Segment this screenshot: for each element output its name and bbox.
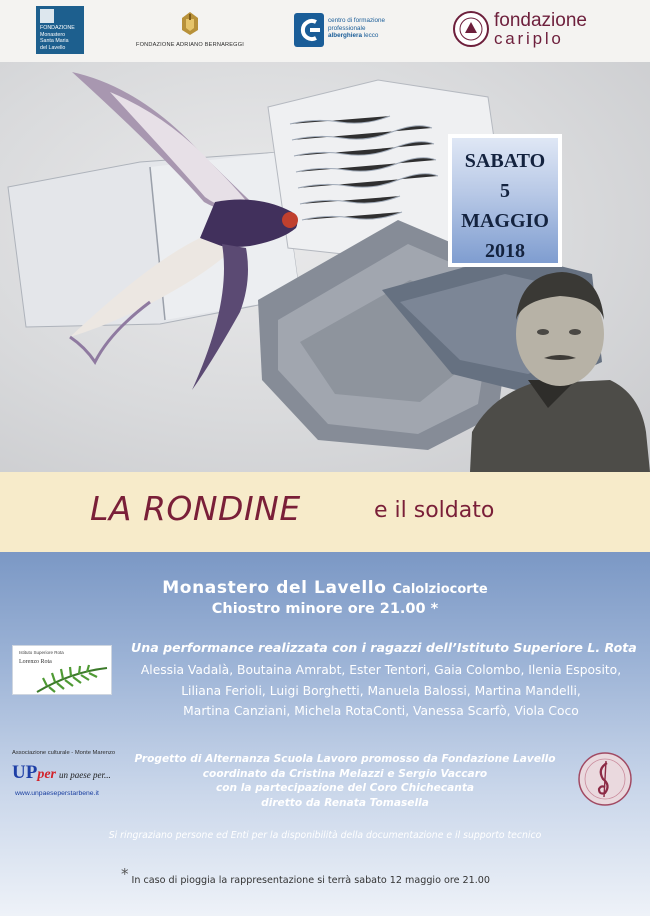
- title-band: [0, 472, 650, 552]
- hero-photo: [0, 62, 650, 472]
- upper-website-link[interactable]: www.unpaeseperstarbene.it: [15, 790, 99, 797]
- rain-note: [121, 865, 490, 886]
- cfp-logo-line: professionale: [328, 24, 366, 32]
- lavello-mark-icon: [40, 9, 54, 23]
- bernareggi-crest-icon: [175, 10, 205, 36]
- event-info-panel: [0, 552, 650, 916]
- lavello-logo-line: Santa Maria: [40, 38, 69, 44]
- project-credits-line: Progetto di Alternanza Scuola Lavoro promosso da Fondazione Lavello: [134, 753, 556, 765]
- rota-logo-name: Lorenzo Rota: [19, 659, 52, 665]
- sponsor-logo-strip: [0, 0, 650, 62]
- upper-association-logo: [12, 750, 130, 810]
- cfp-alberghiera-logo: [294, 13, 406, 49]
- venue-line: [0, 578, 650, 598]
- lavello-logo-line: FONDAZIONE: [40, 25, 75, 31]
- date-day-name: SABATO: [464, 150, 546, 172]
- upper-brand-per: per: [37, 767, 56, 782]
- rota-logo-tiny: Istituto Superiore Rota: [19, 650, 64, 655]
- performer-names-line: Alessia Vadalà, Boutaina Amrabt, Ester Tentori, Gaia Colombo, Ilenia Esposito,: [140, 663, 622, 677]
- performer-names-line: Martina Canziani, Michela RotaConti, Vanessa Scarfò, Viola Coco: [183, 704, 579, 718]
- thanks-note: Si ringraziano persone ed Enti per la disponibilità della documentazione e il supporto tecnico: [108, 830, 542, 841]
- date-month: MAGGIO: [461, 210, 549, 232]
- date-day: 5: [500, 180, 510, 202]
- rain-note-asterisk: *: [121, 865, 129, 883]
- lavello-logo-line: del Lavello: [40, 44, 66, 51]
- hero-illustration: [0, 62, 650, 472]
- project-credits-line: diretto da Renata Tomasella: [261, 796, 429, 809]
- fondazione-lavello-logo: [36, 6, 84, 54]
- performance-title: Una performance realizzata con i ragazzi dell’Istituto Superiore L. Rota: [131, 640, 637, 655]
- cariplo-line-1: fondazione: [494, 10, 587, 31]
- upper-assoc-label: Associazione culturale - Monte Marenzo: [12, 750, 116, 756]
- performer-names: [112, 660, 650, 722]
- project-credits-line: coordinato da Cristina Melazzi e Sergio Vaccaro: [202, 767, 488, 780]
- performer-names-line: Liliana Ferioli, Luigi Borghetti, Manuela Balossi, Martina Mandelli,: [181, 683, 581, 698]
- cfp-mark-icon: [294, 13, 324, 47]
- upper-brand-paese: un paese per...: [59, 770, 111, 780]
- event-title-main: LA RONDINE: [90, 489, 301, 528]
- rain-note-text: In caso di pioggia la rappresentazione si terrà sabato 12 maggio ore 21.00: [131, 875, 491, 886]
- istituto-rota-logo: [12, 645, 112, 695]
- event-title-rest: e il soldato: [374, 498, 495, 523]
- cariplo-line-2: cariplo: [494, 29, 564, 48]
- coro-chichecanta-logo: [577, 751, 633, 807]
- cfp-logo-line: centro di formazione: [328, 17, 386, 24]
- venue-name: Monastero del Lavello: [162, 578, 387, 598]
- upper-brand: [12, 762, 111, 784]
- cariplo-seal-icon: [453, 11, 489, 47]
- venue-town: Calolziocorte: [392, 582, 488, 597]
- palm-leaf-icon: [35, 664, 109, 694]
- date-year: 2018: [485, 240, 525, 262]
- fondazione-bernareggi-logo: [134, 10, 246, 54]
- project-credits: [125, 752, 565, 810]
- upper-brand-up: UP: [12, 762, 38, 783]
- lavello-logo-line: Monastero: [40, 31, 66, 38]
- fondazione-cariplo-logo: [453, 11, 611, 51]
- cfp-logo-line: alberghiera lecco: [328, 32, 379, 40]
- event-date-box: [448, 134, 562, 267]
- event-time: Chiostro minore ore 21.00 *: [211, 601, 439, 617]
- bernareggi-label: FONDAZIONE ADRIANO BERNAREGGI: [135, 42, 245, 48]
- project-credits-line: con la partecipazione del Coro Chichecanta: [215, 782, 475, 794]
